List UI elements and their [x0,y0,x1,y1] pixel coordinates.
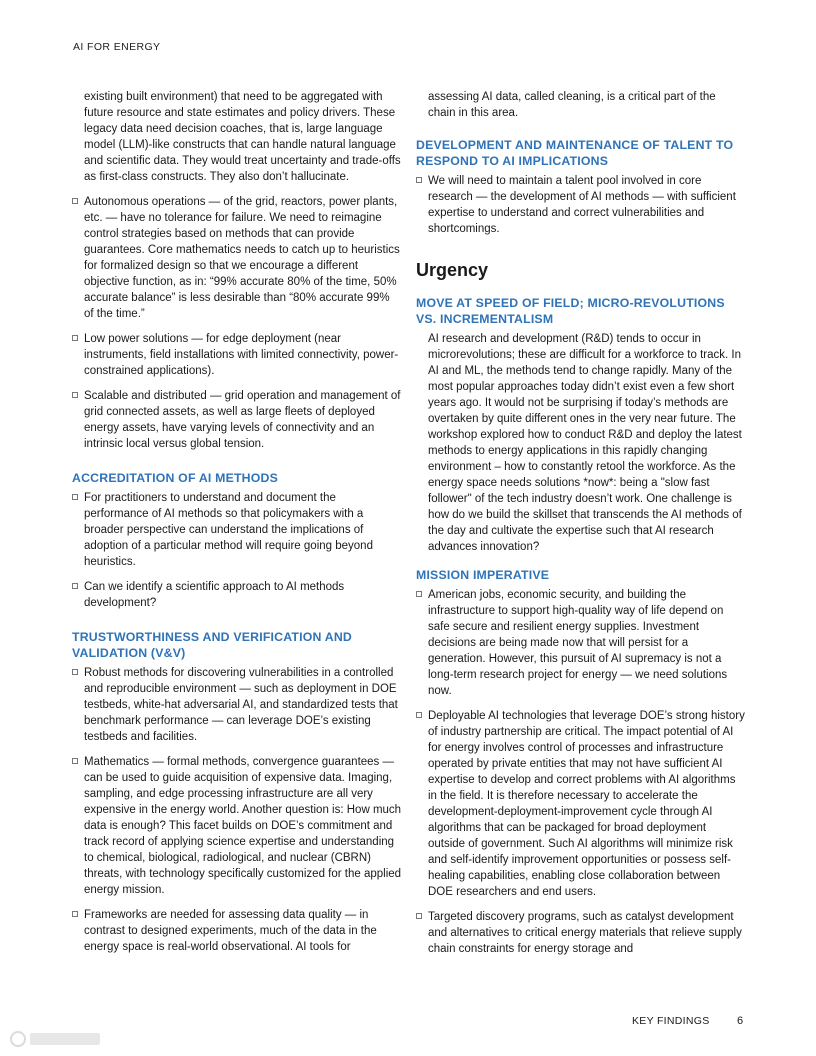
bullet-text: Scalable and distributed — grid operation and management of grid connected assets, as well as large fleets of deployed energy assets, have varying levels of connectivity and an intrinsic local versus global tension. [84,390,401,450]
heading-mission-imperative: MISSION IMPERATIVE [416,568,550,582]
speed-body: AI research and development (R&D) tends to occur in microrevolutions; these are difficult for a workforce to track. In AI and ML, the methods tend to change rapidly. Many of the most popular approaches today didn’t exist even a few short years ago. It would not be surprising if today’s methods are overtaken by quite different ones in the very near future. The workshop explored how to conduct R&D and deploy the latest methods to energy applications in this rapidly changing environment – how to constantly retool the workforce. As the energy space needs solutions *now*: being a "slow fast follower" of the tech industry doesn’t work. One challenge is how do we build the skillset that transcends the AI methods of the day and cultivate the expertise such that AI research advances innovation? [428,333,742,553]
checkbox-bullet-icon [72,392,78,398]
bullet-american-jobs [416,587,746,699]
bullet-talent-pool [416,173,746,237]
bullet-text: Can we identify a scientific approach to AI methods development? [84,581,345,609]
checkbox-bullet-icon [416,591,422,597]
bullet-scalable-distributed [72,388,402,452]
checkbox-bullet-icon [72,198,78,204]
checkbox-bullet-icon [72,583,78,589]
bullet-deployable-ai [416,708,746,900]
bullet-text: Targeted discovery programs, such as catalyst development and alternatives to critical energy materials that relieve supply chain constraints for energy storage and [428,911,742,955]
bullet-accreditation-scientific [72,579,402,611]
watermark-logo-icon [8,1027,108,1051]
right-continuation: assessing AI data, called cleaning, is a critical part of the chain in this area. [428,91,716,119]
checkbox-bullet-icon [72,335,78,341]
bullet-autonomous-operations [72,194,402,322]
checkbox-bullet-icon [72,758,78,764]
bullet-text: Autonomous operations — of the grid, reactors, power plants, etc. — have no tolerance for failure. We need to reimagine control strategies based on methods that can provide guarantees. Core mathematics needs to catch up to heuristics for formalized design so that we encourage a different objective function, as in: “99% accurate 80% of the time, 50% accurate balance” is less desirable than “80% accurate 99% of the time.” [84,196,400,320]
checkbox-bullet-icon [416,913,422,919]
bullet-robust-methods [72,665,402,745]
checkbox-bullet-icon [416,177,422,183]
checkbox-bullet-icon [72,911,78,917]
heading-trustworthiness: TRUSTWORTHINESS AND VERIFICATION AND VALIDATION (V&V) [72,630,353,660]
bullet-frameworks [72,907,402,955]
bullet-targeted-discovery [416,909,746,957]
page-number: 6 [737,1015,744,1027]
bullet-text: For practitioners to understand and document the performance of AI methods so that policymakers with a broader perspective can understand the implications of adoption of a particular method will require going beyond heuristics. [84,492,373,568]
intro-continuation: existing built environment) that need to be aggregated with future resource and state estimates and policy drivers. These legacy data need decision coaches, that is, large language model (LLM)-like constructs that can handle natural language and scientific data. They would treat uncertainty and trade-offs as first-class constructs. They also don’t hallucinate. [84,91,401,183]
bullet-text: Frameworks are needed for assessing data quality — in contrast to designed experiments, much of the data in the energy space is real-world observational. AI tools for [84,909,377,953]
bullet-text: Robust methods for discovering vulnerabilities in a controlled and reproducible environment — such as deployment in DOE testbeds, white-hat adversarial AI, and standardized tests that benchmark performance — can leverage DOE’s existing testbeds and facilities. [84,667,398,743]
bullet-text: We will need to maintain a talent pool involved in core research — the development of AI methods — with sufficient expertise to understand and correct vulnerabilities and shortcomings. [428,175,736,235]
bullet-text: Low power solutions — for edge deployment (near instruments, field installations with limited connectivity, power-constrained applications). [84,333,399,377]
bullet-mathematics [72,754,402,898]
bullet-text: Deployable AI technologies that leverage DOE’s strong history of industry partnership are critical. The impact potential of AI for energy involves control of processes and infrastructure operated by private entities that may not have sufficient AI expertise to develop and correct problems with AI algorithms in the field. It is therefore necessary to accelerate the development-deployment-improvement cycle through AI algorithms that can be packaged for broad deployment outside of government. Such AI algorithms will minimize risk and self-identify improvement opportunities or possess self-healing capabilities, enabling close collaboration between DOE researchers and end users. [428,710,745,898]
checkbox-bullet-icon [72,494,78,500]
heading-urgency: Urgency [416,260,489,280]
footer-section-label: KEY FINDINGS [632,1015,710,1027]
bullet-accreditation-practitioners [72,490,402,570]
bullet-low-power [72,331,402,379]
bullet-text: American jobs, economic security, and building the infrastructure to support high-quality way of life depend on safe secure and resilient energy supplies. Investment decisions are being made now that will persist for a generation. However, this pursuit of AI supremacy is not a long-term research project for energy — we need solutions now. [428,589,728,697]
heading-talent: DEVELOPMENT AND MAINTENANCE OF TALENT TO RESPOND TO AI IMPLICATIONS [416,138,734,168]
heading-accreditation: ACCREDITATION OF AI METHODS [72,471,279,485]
running-header: AI FOR ENERGY [73,41,161,53]
checkbox-bullet-icon [72,669,78,675]
checkbox-bullet-icon [416,712,422,718]
bullet-text: Mathematics — formal methods, convergence guarantees —can be used to guide acquisition of expensive data. Imaging, sampling, and edge processing infrastructure are all very expensive in the energy world. Another question is: How much data is enough? This facet builds on DOE’s commitment and track record of applying science expertise and understanding to chemical, biological, radiological, and nuclear (CBRN) threats, with technology specifically customized for the applied energy mission. [84,756,402,896]
left-column [72,89,402,964]
heading-speed-of-field: MOVE AT SPEED OF FIELD; MICRO-REVOLUTIONS VS. INCREMENTALISM [416,296,725,326]
right-column [416,89,746,966]
